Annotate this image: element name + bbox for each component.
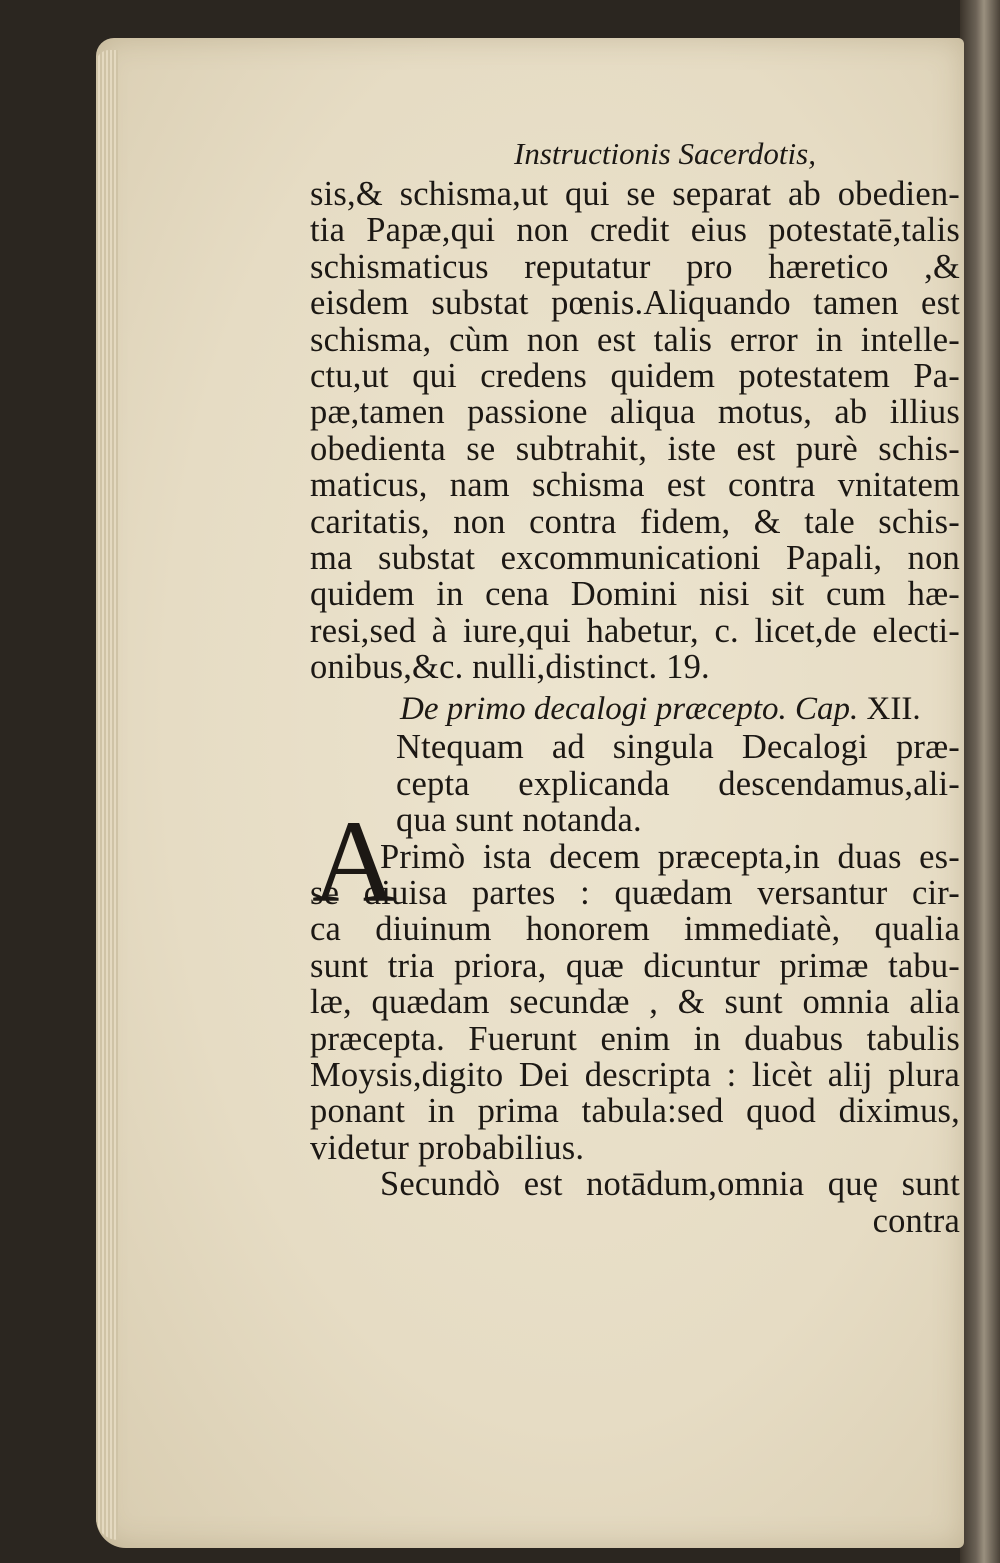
text-line: schisma, cùm non est talis error in intelle- [310,320,960,359]
text-line: ca diuinum honorem immediatè, qualia [310,910,960,949]
text-line: pæ,tamen passione aliqua motus, ab illius [310,393,960,432]
page-text [310,132,960,1239]
text-line: sunt tria priora, quæ dicuntur primæ tabu- [310,946,960,985]
text-line: sis,& schisma,ut qui se separat ab obedien- [310,175,960,213]
text-line: Ntequam ad singula Decalogi præ- [396,728,960,767]
page-edges [96,50,118,1540]
text-line: tia Papæ,qui non credit eius potestatē,talis [310,211,960,250]
text-line: schismaticus reputatur pro hæretico ,& [310,247,960,286]
text-line: videtur probabilius. [310,1128,585,1167]
text-line: maticus, nam schisma est contra vnitatem [310,466,960,505]
text-line: ponant in prima tabula:sed quod diximus, [310,1092,960,1131]
book-spine [960,0,1000,1563]
text-line: cepta explicanda descendamus,ali- [396,764,960,803]
text-line: ma substat excommunicationi Papali, non [310,538,960,577]
text-line: caritatis, non contra fidem, & tale schis- [310,502,960,541]
paragraph-decalogue [310,729,960,1238]
text-line: quidem in cena Domini nisi sit cum hæ- [310,575,960,614]
text-line: læ, quædam secundæ , & sunt omnia alia [310,983,960,1022]
running-head: Instructionis Sacerdotis, [514,136,816,171]
text-line: Moysis,digito Dei descripta : licèt alij plura [310,1055,960,1094]
text-line: obedienta se subtrahit, iste est purè schis- [310,429,960,468]
text-line: contra [872,1201,960,1240]
chapter-heading [310,689,960,729]
text-line: resi,sed à iure,qui habetur, c. licet,de electi- [310,611,960,650]
text-line: Secundò est notādum,omnia quę sunt [380,1165,960,1204]
chapter-number: XII. [866,691,921,728]
text-line: se diuisa partes : quædam versantur cir- [310,874,960,913]
text-line: eisdem substat pœnis.Aliquando tamen est [310,284,960,323]
chapter-title: De primo decalogi præcepto. [400,691,787,728]
chapter-cap-label: Cap. [795,691,859,728]
drop-cap: A [312,796,398,927]
text-line: Primò ista decem præcepta,in duas es- [380,837,960,876]
text-line: qua sunt notanda. [396,801,642,840]
paragraph-schisma [310,176,960,685]
text-line: onibus,&c. nulli,distinct. 19. [310,648,710,687]
text-line: præcepta. Fuerunt enim in duabus tabulis [310,1019,960,1058]
text-line: ctu,ut qui credens quidem potestatem Pa- [310,356,960,395]
